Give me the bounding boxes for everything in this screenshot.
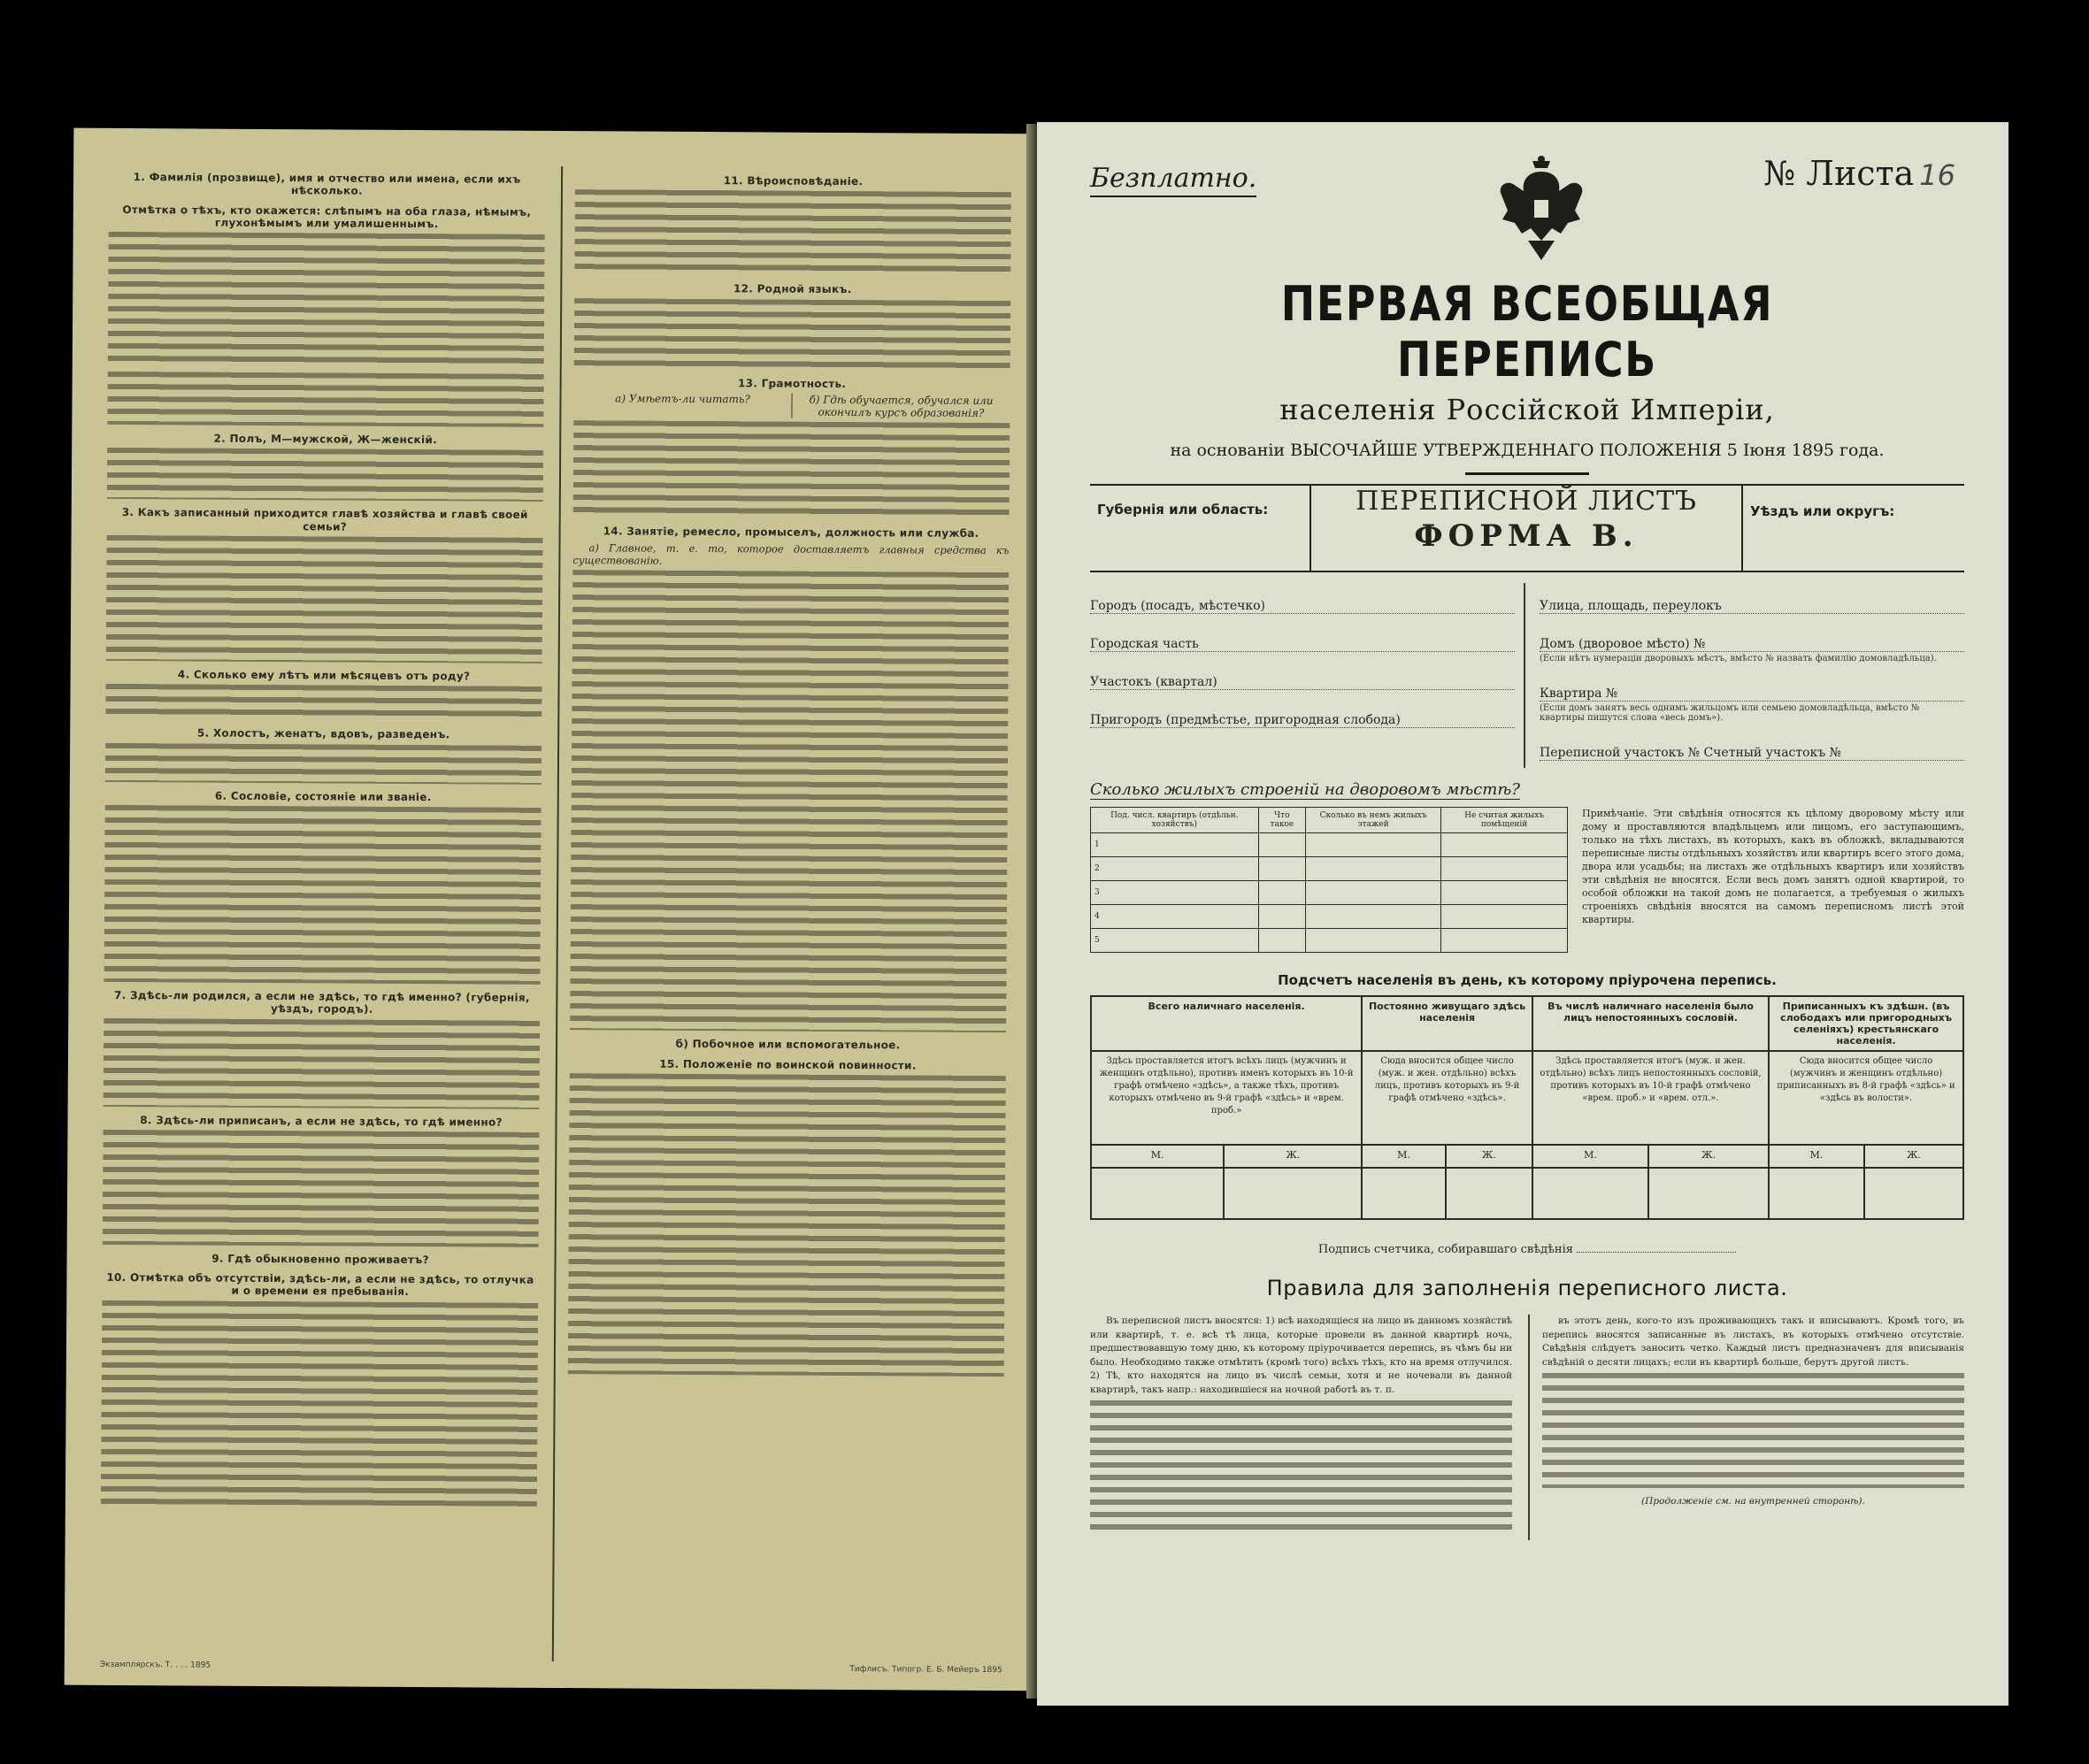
district-label: Уѣздъ или округъ:: [1750, 503, 1895, 519]
buildings-note: Примѣчаніе. Эти свѣдѣнія относятся къ цѣлому дворовому мѣсту или дому и проставляются владѣльцемъ или лицомъ, его заступающимъ, только на тѣхъ листахъ, въ которыхъ, какъ въ обложкѣ, вкладываются переписные листы отдѣльныхъ хозяйствъ или квартиръ всего этого дома, двора или усадьбы; на листахъ же отдѣльныхъ квартиръ или хозяйствъ эти свѣдѣнія не вносятся. Если весь домъ занятъ одной квартирой, то особой обложки на такой домъ не полагается, а требуемыя о жилыхъ строеніяхъ свѣдѣнія вносятся на самомъ переписномъ листѣ этой квартиры.: [1582, 808, 1964, 925]
address-note: (Если нѣтъ нумераціи дворовыхъ мѣстъ, вмѣсто № назвать фамилію домовладѣльца).: [1540, 654, 1937, 663]
count-cell: [1532, 1168, 1648, 1219]
buildings-header: Не считая жилыхъ помѣщеній: [1441, 808, 1568, 833]
count-cell: [1864, 1168, 1963, 1219]
population-desc: Сюда вносится общее число (муж. и жен. отдѣльно) всѣхъ лицъ, противъ которыхъ въ 9-й графѣ отмѣчено «здѣсь».: [1362, 1051, 1532, 1145]
population-desc: Здѣсь проставляется итогъ (муж. и жен. отдѣльно) всѣхъ лицъ непостоянныхъ сословій, противъ которыхъ въ 10-й графѣ отмѣчено «врем. проб.» и «врем. отл.».: [1532, 1051, 1769, 1145]
text-block: [574, 298, 1010, 372]
address-field: Домъ (дворовое мѣсто) №: [1540, 621, 1964, 652]
rules-title: Правила для заполненія переписного листа.: [1266, 1276, 1788, 1300]
population-header: Приписанныхъ къ здѣшн. (въ слободахъ или пригородныхъ селеніяхъ) крестьянскаго населенія.: [1769, 996, 1963, 1051]
section-12-title: 12. Родной языкъ.: [733, 282, 852, 296]
male-label: М.: [1532, 1145, 1648, 1168]
address-section: [1090, 583, 1964, 768]
male-label: М.: [1091, 1145, 1224, 1168]
text-block: [1090, 1400, 1512, 1533]
buildings-header: Что такое: [1258, 808, 1305, 833]
address-field: Переписной участокъ № Счетный участокъ №: [1540, 730, 1964, 761]
population-desc: Сюда вносится общее число (мужчинъ и женщинъ отдѣльно) приписанныхъ въ 8-й графѣ «здѣсь» и «здѣсь въ волости».: [1769, 1051, 1963, 1145]
female-label: Ж.: [1224, 1145, 1362, 1168]
signature-dots: [1577, 1252, 1736, 1253]
section-9-title: 9. Гдѣ обыкновенно проживаетъ?: [211, 1252, 429, 1266]
population-header: Постоянно живущаго здѣсь населенія: [1362, 996, 1532, 1051]
population-count-title: Подсчетъ населенія въ день, къ которому пріурочена перепись.: [1278, 972, 1777, 988]
text-block: [104, 1017, 541, 1108]
double-headed-eagle-icon: [1493, 154, 1590, 269]
form-title-box: [1311, 486, 1743, 571]
table-row: 5: [1091, 929, 1259, 953]
address-field: Участокъ (квартал): [1090, 659, 1515, 690]
text-block: [104, 805, 541, 985]
section-8-title: 8. Здѣсь-ли приписанъ, а если не здѣсь, то гдѣ именно?: [140, 1113, 503, 1129]
address-field: Пригородъ (предмѣстье, пригородная слобода): [1090, 697, 1515, 728]
population-header: Всего наличнаго населенія.: [1091, 996, 1362, 1051]
table-row: 1: [1091, 833, 1259, 857]
address-field: Улица, площадь, переулокъ: [1540, 583, 1964, 614]
section-13-b: б) Гдѣ обучается, обучался или окончилъ курсъ образованія?: [791, 394, 1010, 420]
free-label: Безплатно.: [1090, 163, 1256, 197]
left-page: [65, 128, 1048, 1691]
text-block: [105, 684, 541, 722]
right-page: [1037, 122, 2008, 1706]
section-13-a: а) Умѣетъ-ли читать?: [615, 392, 750, 406]
form-header: [1090, 484, 1964, 572]
text-block: [1542, 1373, 1964, 1488]
rules-footer: (Продолженіе см. на внутренней сторонѣ).: [1641, 1496, 1865, 1507]
address-note: (Если домъ занятъ весь однимъ жильцомъ или семьею домовладѣльца, вмѣсто № квартиры пишутся слова «весь домъ»).: [1540, 703, 1920, 723]
section-4-title: 4. Сколько ему лѣтъ или мѣсяцевъ отъ роду?: [177, 668, 471, 683]
text-block: [570, 570, 1009, 1032]
signature-label: Подпись счетчика, собиравшаго свѣдѣнія: [1317, 1243, 1573, 1256]
count-cell: [1446, 1168, 1532, 1219]
count-cell: [1362, 1168, 1446, 1219]
text-block: [568, 1073, 1006, 1377]
female-label: Ж.: [1446, 1145, 1532, 1168]
text-block: [103, 1130, 540, 1247]
text-block: [574, 189, 1011, 277]
male-label: М.: [1362, 1145, 1446, 1168]
section-13-title: 13. Грамотность.: [737, 376, 847, 390]
count-cell: [1224, 1168, 1362, 1219]
section-5-title: 5. Холостъ, женатъ, вдовъ, разведенъ.: [196, 726, 450, 741]
section-6-title: 6. Сословіе, состояніе или званіе.: [214, 789, 432, 803]
census-title: ПЕРВАЯ ВСЕОБЩАЯ ПЕРЕПИСЬ: [1280, 276, 1774, 387]
table-row: 2: [1091, 857, 1259, 881]
section-1-subtitle: Отмѣтка о тѣхъ, кто окажется: слѣпымъ на оба глаза, нѣмымъ, глухонѣмымъ или умалишеннымъ.: [122, 203, 532, 231]
population-table: [1090, 995, 1964, 1220]
population-desc: Здѣсь проставляется итогъ всѣхъ лицъ (мужчинъ и женщинъ отдѣльно), противъ именъ которыхъ въ 10-й графѣ отмѣчено «здѣсь», а также тѣхъ, противъ которыхъ отмѣчено въ 9-й графѣ «здѣсь» и «врем. проб.»: [1091, 1051, 1362, 1145]
rules-text: Въ переписной листъ вносятся: 1) всѣ находящіеся на лицо въ данномъ хозяйствѣ или квартирѣ, т. е. всѣ тѣ лица, которые провели въ данной квартирѣ ночь, предшествовавшую тому дню, къ которому пріурочивается перепись, въ чѣмъ бы ни было. Необходимо также отмѣтить (кромѣ того) всѣхъ тѣхъ, кто на время отлучился. 2) Тѣ, кто находятся на лицо въ числѣ семьи, хотя и не ночевали въ данной квартирѣ, такъ напр.: находившіеся на ночной работѣ въ т. п.: [1090, 1315, 1512, 1395]
text-block: [573, 421, 1010, 521]
buildings-header: Сколько въ немъ жилыхъ этажей: [1306, 808, 1441, 833]
count-cell: [1091, 1168, 1224, 1219]
text-block: [106, 535, 543, 663]
section-2-title: 2. Полъ, М—мужской, Ж—женскій.: [213, 432, 438, 447]
rules-section: [1090, 1315, 1964, 1540]
section-1-title: 1. Фамилія (прозвище), имя и отчество или имена, если ихъ нѣсколько.: [133, 171, 521, 197]
sheet-number-label: № Листа: [1763, 154, 1915, 193]
address-field: Городъ (посадъ, мѣстечко): [1090, 583, 1515, 614]
text-block: [108, 232, 545, 367]
province-label: Губернія или область:: [1090, 486, 1311, 571]
address-field: Городская часть: [1090, 621, 1515, 652]
signature-line: [1090, 1243, 1964, 1256]
sheet-number: [1763, 154, 1955, 193]
left-footer-1: Экзамплярскъ. Т. . . . 1895: [99, 1660, 211, 1670]
table-row: 3: [1091, 881, 1259, 905]
buildings-question: Сколько жилыхъ строеній на дворовомъ мѣстѣ?: [1090, 780, 1520, 799]
section-15-title: 15. Положеніе по воинской повинности.: [659, 1057, 917, 1072]
buildings-table: [1090, 807, 1568, 953]
left-footer-2: Тифлисъ. Типогр. Е. Б. Мейеръ 1895: [849, 1665, 1002, 1676]
left-column-1: [100, 164, 545, 1661]
left-column-2: [552, 166, 1011, 1664]
female-label: Ж.: [1648, 1145, 1769, 1168]
section-11-title: 11. Вѣроисповѣданіе.: [723, 174, 864, 188]
section-14-title: 14. Занятіе, ремесло, промыселъ, должность или служба.: [603, 525, 979, 541]
section-14-a: а) Главное, т. е. то, которое доставляетъ главныя средства къ существованію.: [572, 541, 1010, 567]
census-subtitle: населенія Россійской Имперіи,: [1279, 393, 1775, 426]
form-title: ПЕРЕПИСНОЙ ЛИСТЪ: [1356, 486, 1697, 517]
section-7-title: 7. Здѣсь-ли родился, а если не здѣсь, то гдѣ именно? (губернія, уѣздъ, городъ).: [113, 988, 530, 1016]
count-cell: [1769, 1168, 1864, 1219]
form-code: ФОРМА В.: [1414, 518, 1639, 554]
rules-text: въ этотъ день, кого-то изъ проживающихъ такъ и вписываютъ. Кромѣ того, въ перепись вносятся записанные въ листахъ, въ которыхъ отмѣчено отсутствіе. Свѣдѣнія слѣдуетъ заносить четко. Каждый листъ предназначенъ для вписыванія свѣдѣній о десяти лицахъ; если въ квартирѣ больше, берутъ другой листъ.: [1542, 1315, 1964, 1368]
sheet-number-value: 16: [1919, 158, 1955, 192]
male-label: М.: [1769, 1145, 1864, 1168]
text-block: [107, 448, 543, 502]
text-block: [105, 743, 541, 785]
table-row: 4: [1091, 905, 1259, 929]
decree-line: на основаніи ВЫСОЧАЙШЕ УТВЕРЖДЕННАГО ПОЛОЖЕНІЯ 5 Іюня 1895 года.: [1170, 441, 1885, 460]
buildings-header: Под. числ. квартиръ (отдѣльн. хозяйствъ): [1091, 808, 1259, 833]
address-field: Квартира №: [1540, 671, 1964, 702]
section-3-title: 3. Какъ записанный приходится главѣ хозяйства и главѣ своей семьи?: [121, 506, 528, 533]
count-cell: [1648, 1168, 1769, 1219]
text-block: [101, 1300, 538, 1507]
female-label: Ж.: [1864, 1145, 1963, 1168]
population-header: Въ числѣ наличнаго населенія было лицъ непостоянныхъ сословій.: [1532, 996, 1769, 1051]
section-14-b: б) Побочное или вспомогательное.: [675, 1038, 901, 1052]
divider: [1465, 472, 1589, 475]
section-10-title: 10. Отмѣтка объ отсутствіи, здѣсь-ли, а если не здѣсь, то отлучка и о времени ея пребыванія.: [106, 1271, 534, 1299]
text-block: [107, 372, 543, 427]
